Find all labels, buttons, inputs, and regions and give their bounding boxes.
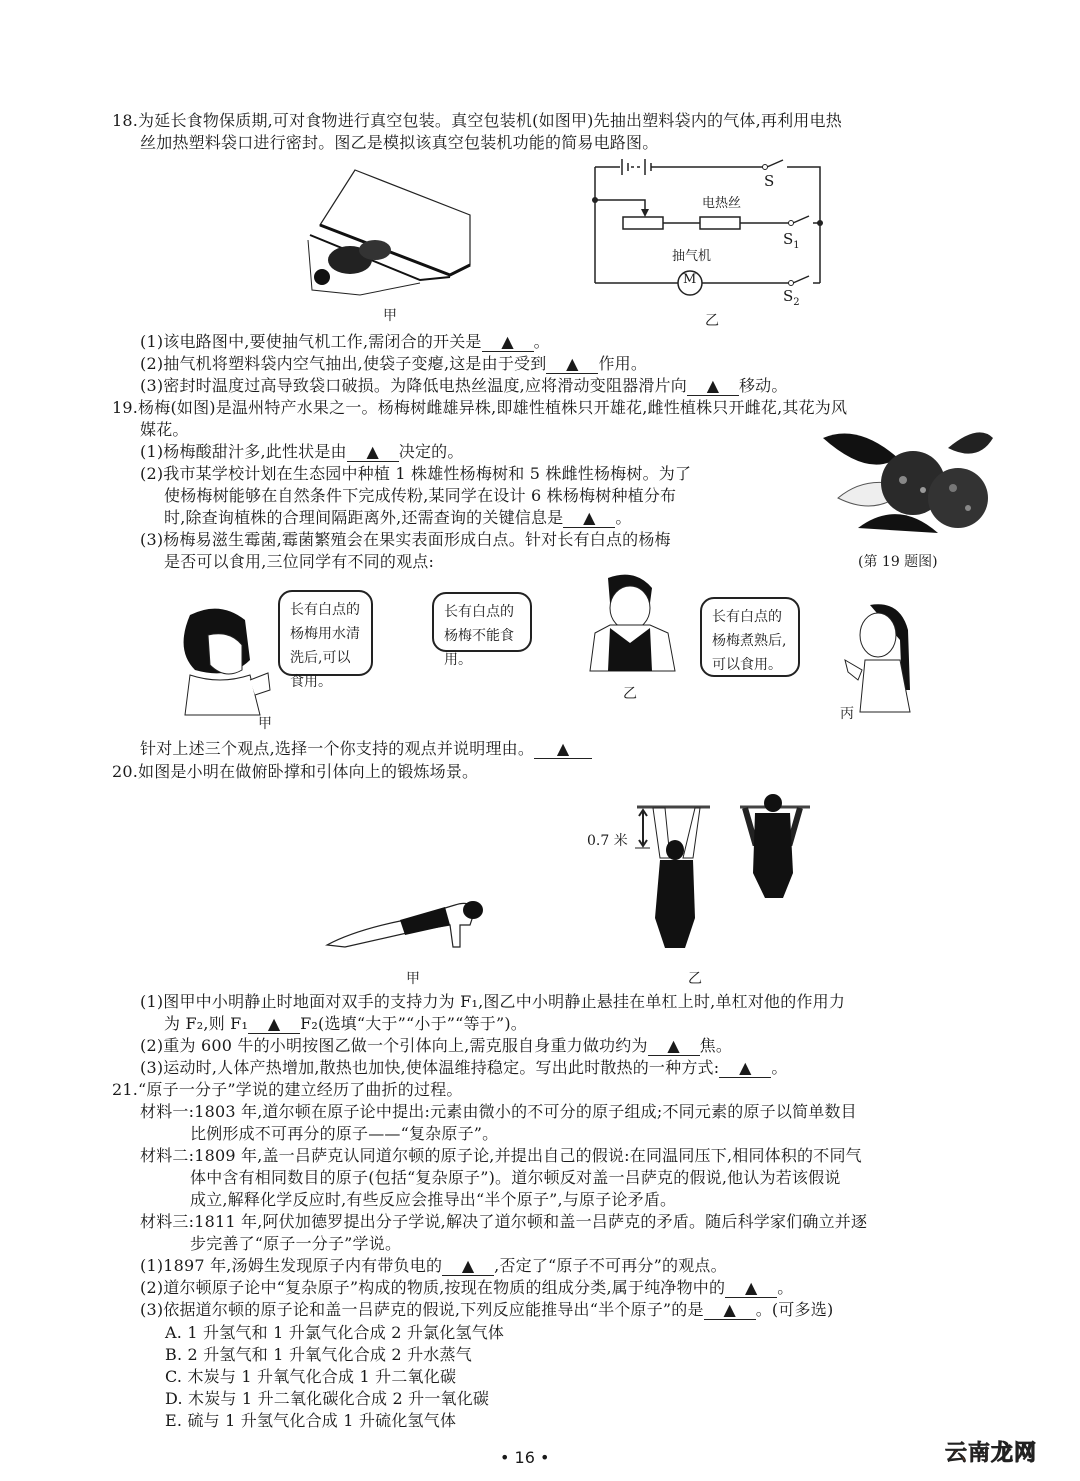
- air-pump-label: 抽气机: [672, 249, 712, 264]
- q21-part-1: (1)1897 年,汤姆生发现原子内有带负电的 ▲ ,否定了“原子不可再分”的观点。: [140, 1256, 727, 1275]
- q18-part-2: (2)抽气机将塑料袋内空气抽出,使袋子变瘪,这是由于受到 ▲ 作用。: [140, 354, 648, 373]
- answer-blank[interactable]: ▲: [725, 1279, 777, 1298]
- q18-intro-line-1: 18.为延长食物保质期,可对食物进行真空包装。真空包装机(如图甲)先抽出塑料袋内的气体,再利用电热: [112, 111, 842, 130]
- answer-blank[interactable]: ▲: [248, 1015, 300, 1034]
- q21-option-b[interactable]: B. 2 升氢气和 1 升氧气化合成 2 升水蒸气: [165, 1345, 472, 1364]
- answer-blank[interactable]: ▲: [648, 1037, 700, 1056]
- q21-part-2: (2)道尔顿原子论中“复杂原子”构成的物质,按现在物质的组成分类,属于纯净物中的 ▲ 。: [140, 1278, 794, 1297]
- pushup-figure: [325, 885, 485, 955]
- vacuum-sealer-figure: [300, 165, 490, 300]
- speech-bubble-jia: 长有白点的杨梅用水清洗后,可以食用。: [278, 590, 373, 676]
- q20-intro: 20.如图是小明在做俯卧撑和引体向上的锻炼场景。: [112, 762, 479, 781]
- answer-blank[interactable]: ▲: [482, 333, 534, 352]
- student-yi-figure: [590, 573, 680, 671]
- answer-blank[interactable]: ▲: [687, 377, 739, 396]
- q19-part-1: (1)杨梅酸甜汁多,此性状是由 ▲ 决定的。: [140, 442, 464, 461]
- q21-option-a[interactable]: A. 1 升氢气和 1 升氯气化合成 2 升氯化氢气体: [165, 1323, 505, 1342]
- answer-blank[interactable]: ▲: [534, 740, 592, 759]
- q20-figure-a-label: 甲: [406, 971, 420, 987]
- watermark-logo: 云南龙网: [945, 1441, 1038, 1466]
- speaker-jia-label: 甲: [258, 716, 272, 732]
- switch-s-label: S: [764, 172, 775, 190]
- q18-part-3: (3)密封时温度过高导致袋口破损。为降低电热丝温度,应将滑动变阻器滑片向 ▲ 移动。: [140, 376, 788, 395]
- q18-figure-b-label: 乙: [705, 313, 719, 329]
- q21-material-2-line-1: 材料二:1809 年,盖一吕萨克认同道尔顿的原子论,并提出自己的假说:在同温同压下,相同体积的不同气: [140, 1146, 862, 1165]
- q21-material-1-line-2: 比例形成不可再分的原子——“复杂原子”。: [190, 1124, 499, 1143]
- heater-wire-label: 电热丝: [702, 196, 742, 211]
- q21-part-3: (3)依据道尔顿的原子论和盖一吕萨克的假说,下列反应能推导出“半个原子”的是 ▲ 。(可多选): [140, 1300, 834, 1319]
- q21-option-e[interactable]: E. 硫与 1 升氢气化合成 1 升硫化氢气体: [165, 1411, 457, 1430]
- student-bing-figure: [840, 600, 920, 715]
- height-0-7m-label: 0.7 米: [587, 833, 628, 849]
- q18-figure-a-label: 甲: [383, 308, 397, 324]
- motor-symbol-label: M: [683, 272, 697, 287]
- q21-intro: 21.“原子一分子”学说的建立经历了曲折的过程。: [112, 1080, 463, 1099]
- q19-part-3-line-1: (3)杨梅易滋生霉菌,霉菌繁殖会在果实表面形成白点。针对长有白点的杨梅: [140, 530, 671, 549]
- speaker-yi-label: 乙: [623, 686, 637, 702]
- answer-blank[interactable]: ▲: [719, 1059, 771, 1078]
- q19-figure-caption: (第 19 题图): [858, 554, 938, 570]
- q18-part-1: (1)该电路图中,要使抽气机工作,需闭合的开关是 ▲ 。: [140, 332, 550, 351]
- bayberry-photo: [818, 418, 998, 543]
- q21-material-3-line-2: 步完善了“原子一分子”学说。: [190, 1234, 402, 1253]
- q21-option-c[interactable]: C. 木炭与 1 升氧气化合成 1 升二氧化碳: [165, 1367, 457, 1386]
- answer-blank[interactable]: ▲: [704, 1301, 756, 1320]
- q20-figure-b-label: 乙: [688, 971, 702, 987]
- q19-intro-line-2: 媒花。: [140, 420, 189, 439]
- q21-material-3-line-1: 材料三:1811 年,阿伏加德罗提出分子学说,解决了道尔顿和盖一吕萨克的矛盾。随后科学家们确立并逐: [140, 1212, 868, 1231]
- q21-material-2-line-2: 体中含有相同数目的原子(包括“复杂原子”)。道尔顿反对盖一吕萨克的假说,他认为若该假说: [190, 1168, 841, 1187]
- q19-part-3-question: 针对上述三个观点,选择一个你支持的观点并说明理由。 ▲: [140, 738, 592, 760]
- student-jia-figure: [170, 605, 280, 715]
- speech-bubble-yi: 长有白点的杨梅不能食用。: [432, 592, 532, 652]
- q20-part-3: (3)运动时,人体产热增加,散热也加快,使体温维持稳定。写出此时散热的一种方式: ▲ 。: [140, 1058, 788, 1077]
- q20-part-1-line-2: 为 F₂,则 F₁ ▲ F₂(选填“大于”“小于”“等于”)。: [164, 1014, 527, 1033]
- q20-part-2: (2)重为 600 牛的小明按图乙做一个引体向上,需克服自身重力做功约为 ▲ 焦。: [140, 1036, 733, 1055]
- answer-blank[interactable]: ▲: [563, 509, 615, 528]
- q19-part-2-line-1: (2)我市某学校计划在生态园中种植 1 株雄性杨梅树和 5 株雌性杨梅树。为了: [140, 464, 692, 483]
- switch-s2-label: $S_2$: [783, 287, 800, 308]
- q20-part-1-line-1: (1)图甲中小明静止时地面对双手的支持力为 F₁,图乙中小明静止悬挂在单杠上时,单杠对他的作用力: [140, 992, 846, 1011]
- page-number: • 16 •: [500, 1448, 550, 1467]
- speech-bubble-bing: 长有白点的杨梅煮熟后,可以食用。: [700, 597, 800, 677]
- q21-option-d[interactable]: D. 木炭与 1 升二氧化碳化合成 2 升一氧化碳: [165, 1389, 490, 1408]
- answer-blank[interactable]: ▲: [546, 355, 598, 374]
- answer-blank[interactable]: ▲: [442, 1257, 494, 1276]
- q19-intro-line-1: 19.杨梅(如图)是温州特产水果之一。杨梅树雌雄异株,即雄性植株只开雄花,雌性植株只开雌花,其花为风: [112, 398, 848, 417]
- answer-blank[interactable]: ▲: [347, 443, 399, 462]
- q19-part-3-line-2: 是否可以食用,三位同学有不同的观点:: [164, 552, 435, 571]
- q21-material-1-line-1: 材料一:1803 年,道尔顿在原子论中提出:元素由微小的不可分的原子组成;不同元素的原子以简单数目: [140, 1102, 857, 1121]
- q18-intro-line-2: 丝加热塑料袋口进行密封。图乙是模拟该真空包装机功能的简易电路图。: [140, 133, 659, 152]
- pullup-figure: [615, 798, 815, 968]
- speaker-bing-label: 丙: [840, 706, 854, 722]
- q21-material-2-line-3: 成立,解释化学反应时,有些反应会推导出“半个原子”,与原子论矛盾。: [190, 1190, 677, 1209]
- q19-part-2-line-3: 时,除查询植株的合理间隔距离外,还需查询的关键信息是 ▲ 。: [164, 508, 632, 527]
- q19-part-2-line-2: 使杨梅树能够在自然条件下完成传粉,某同学在设计 6 株杨梅树种植分布: [164, 486, 677, 505]
- switch-s1-label: $S_1$: [783, 230, 800, 251]
